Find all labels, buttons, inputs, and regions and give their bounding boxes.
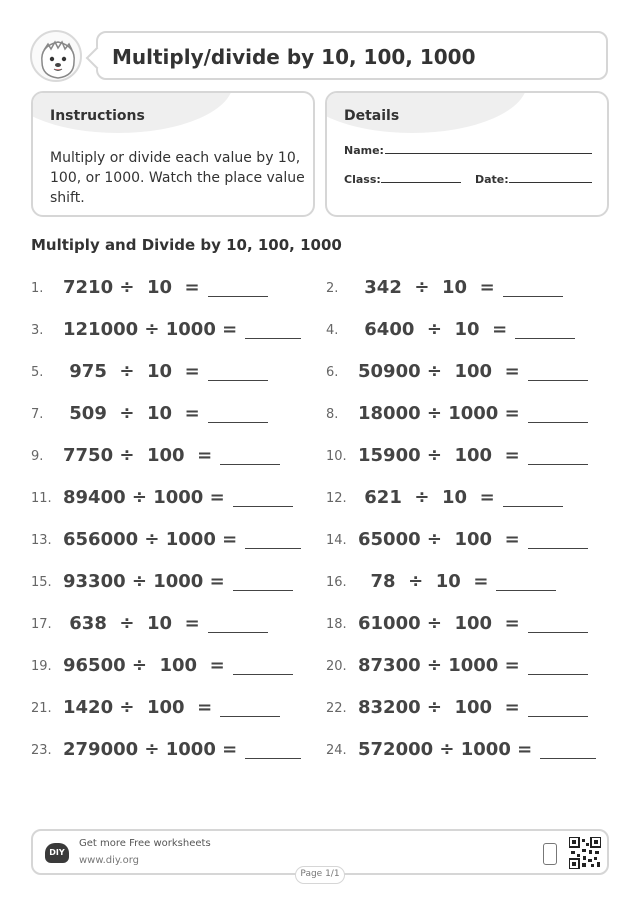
problem-item [326,527,596,557]
problem-number: 24. [326,743,347,758]
problem-expression: 6400 ÷ 10 = [358,319,508,340]
problem-expression: 89400 ÷ 1000 = [63,487,225,508]
section-title: Multiply and Divide by 10, 100, 1000 [31,236,342,254]
problem-number: 10. [326,449,347,464]
problem-number: 15. [31,575,52,590]
problem-expression: 638 ÷ 10 = [63,613,200,634]
problem-item [31,401,301,431]
footer-url[interactable]: www.diy.org [79,855,139,866]
diy-logo-icon: DIY [45,843,69,863]
problem-number: 4. [326,323,339,338]
problem-expression: 7750 ÷ 100 = [63,445,213,466]
problem-item [326,737,596,767]
problem-expression: 975 ÷ 10 = [63,361,200,382]
problem-item [326,401,596,431]
instructions-text: Multiply or divide each value by 10, 100, or 1000. Watch the place value shift. [50,150,305,206]
problem-item [326,611,596,641]
details-heading: Details [344,108,400,124]
problem-expression: 50900 ÷ 100 = [358,361,520,382]
problem-expression: 279000 ÷ 1000 = [63,739,238,760]
page-number-badge: Page 1/1 [295,866,345,884]
problem-number: 14. [326,533,347,548]
date-label: Date: [475,173,509,186]
problem-expression: 96500 ÷ 100 = [63,655,225,676]
problem-number: 12. [326,491,347,506]
problem-item [31,527,301,557]
problem-number: 18. [326,617,347,632]
answer-blank[interactable] [245,338,301,339]
answer-blank[interactable] [528,632,588,633]
answer-blank[interactable] [515,338,575,339]
answer-blank[interactable] [233,674,293,675]
class-field[interactable] [381,182,461,183]
answer-blank[interactable] [528,422,588,423]
problem-expression: 1420 ÷ 100 = [63,697,213,718]
problem-expression: 342 ÷ 10 = [358,277,495,298]
problem-item [31,695,301,725]
problem-number: 2. [326,281,339,296]
answer-blank[interactable] [220,716,280,717]
problem-expression: 87300 ÷ 1000 = [358,655,520,676]
name-label: Name: [344,144,384,157]
problem-expression: 61000 ÷ 100 = [358,613,520,634]
page-title: Multiply/divide by 10, 100, 1000 [112,45,476,69]
problem-expression: 65000 ÷ 100 = [358,529,520,550]
date-field[interactable] [509,182,592,183]
problem-item [326,443,596,473]
answer-blank[interactable] [503,296,563,297]
problem-number: 16. [326,575,347,590]
problem-expression: 7210 ÷ 10 = [63,277,200,298]
problem-number: 23. [31,743,52,758]
problem-expression: 621 ÷ 10 = [358,487,495,508]
problem-item [31,317,301,347]
answer-blank[interactable] [528,674,588,675]
problem-number: 19. [31,659,52,674]
problem-item [31,611,301,641]
problem-number: 9. [31,449,44,464]
problem-number: 21. [31,701,52,716]
problem-number: 11. [31,491,52,506]
answer-blank[interactable] [208,296,268,297]
class-label: Class: [344,173,381,186]
problem-item [326,317,596,347]
problem-expression: 121000 ÷ 1000 = [63,319,238,340]
answer-blank[interactable] [208,380,268,381]
problem-item [31,359,301,389]
problem-number: 7. [31,407,44,422]
problem-expression: 93300 ÷ 1000 = [63,571,225,592]
answer-blank[interactable] [245,758,301,759]
problem-expression: 78 ÷ 10 = [358,571,489,592]
problem-item [31,737,301,767]
answer-blank[interactable] [220,464,280,465]
problem-item [31,569,301,599]
problem-item [326,485,596,515]
problem-item [326,695,596,725]
problem-number: 20. [326,659,347,674]
details-card [325,91,609,217]
problem-number: 22. [326,701,347,716]
problem-expression: 83200 ÷ 100 = [358,697,520,718]
problem-number: 17. [31,617,52,632]
problem-number: 13. [31,533,52,548]
mascot-avatar-icon [30,30,82,82]
problem-item [326,653,596,683]
problem-number: 5. [31,365,44,380]
problem-number: 3. [31,323,44,338]
problem-item [31,443,301,473]
footer-promo-text: Get more Free worksheets [79,838,211,849]
answer-blank[interactable] [528,548,588,549]
problem-item [326,569,596,599]
answer-blank[interactable] [528,464,588,465]
instructions-heading: Instructions [50,108,145,124]
problem-expression: 656000 ÷ 1000 = [63,529,238,550]
name-field[interactable] [385,153,592,154]
answer-blank[interactable] [245,548,301,549]
answer-blank[interactable] [233,590,293,591]
problem-expression: 509 ÷ 10 = [63,403,200,424]
instructions-card [31,91,315,217]
answer-blank[interactable] [233,506,293,507]
answer-blank[interactable] [540,758,596,759]
answer-blank[interactable] [208,632,268,633]
answer-blank[interactable] [503,506,563,507]
title-box [96,31,608,80]
answer-blank[interactable] [496,590,556,591]
problem-expression: 572000 ÷ 1000 = [358,739,533,760]
problem-number: 1. [31,281,44,296]
problem-number: 6. [326,365,339,380]
problem-item [31,653,301,683]
answer-blank[interactable] [528,716,588,717]
problem-item [31,275,301,305]
problem-expression: 18000 ÷ 1000 = [358,403,520,424]
qr-code-icon [569,837,601,869]
problem-item [326,359,596,389]
answer-blank[interactable] [528,380,588,381]
phone-icon [543,843,557,865]
problem-expression: 15900 ÷ 100 = [358,445,520,466]
problem-item [31,485,301,515]
problem-number: 8. [326,407,339,422]
answer-blank[interactable] [208,422,268,423]
problem-item [326,275,596,305]
